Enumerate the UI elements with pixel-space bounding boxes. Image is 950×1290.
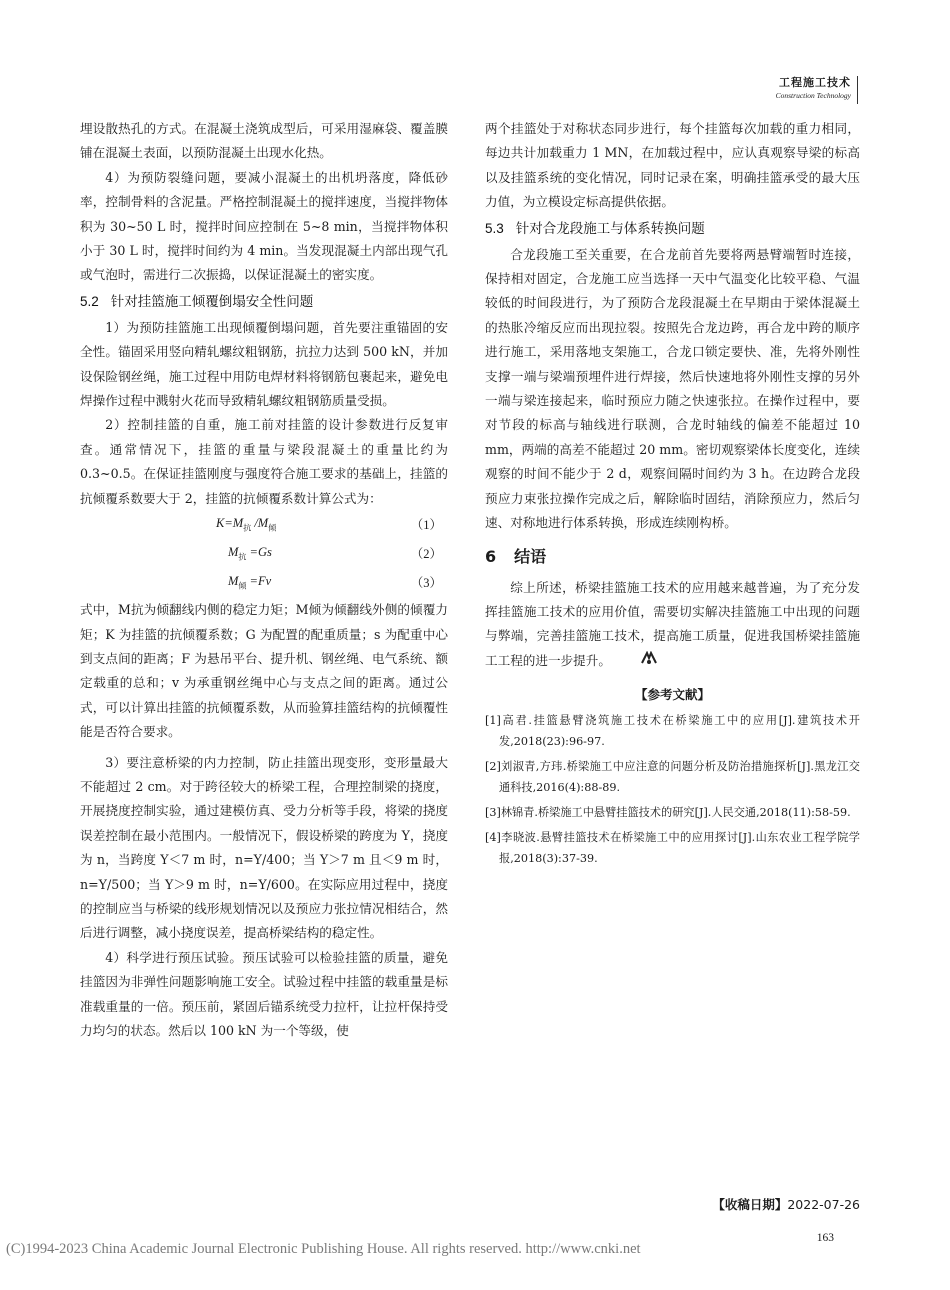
- formula-number: （2）: [410, 547, 442, 562]
- reference-item: [2]刘淑青,方玮.桥梁施工中应注意的问题分析及防治措施探析[J].黑龙江交通科技,2016(4):88-89.: [485, 760, 860, 795]
- section-title: 针对挂篮施工倾覆倒塌安全性问题: [110, 293, 314, 310]
- paragraph: 4）为预防裂缝问题，要减小混凝土的出机坍落度，降低砂率，控制骨料的含泥量。严格控制混凝土的搅拌速度，当搅拌物体积为 30~50 L 时，搅拌时间应控制在 5~8 min，当搅拌物体积小于 30 L 时，搅拌时间约为 4 min。当发现混凝土内部出现气孔或气泡时，需进行二次振捣，以保证混凝土的密实度。: [80, 169, 448, 283]
- paragraph: 式中，M抗为倾翻线内侧的稳定力矩；M倾为倾翻线外侧的倾覆力矩；K 为挂篮的抗倾覆系数；G 为配置的配重质量；s 为配重中心到支点间的距离；F 为悬吊平台、提升机、钢丝绳、电气系统、额定载重的总和；v 为承重钢丝绳中心与支点之间的距离。通过公式，可以计算出挂篮的抗倾覆系数，从而验算挂篮结构的抗倾覆性能是否符合要求。: [80, 602, 448, 740]
- received-label: 【收稿日期】: [712, 1197, 788, 1212]
- section-title: 针对合龙段施工与体系转换问题: [515, 220, 705, 237]
- journal-title-cn: 工程施工技术: [779, 76, 851, 89]
- page-number: 163: [816, 1232, 834, 1244]
- section-number: 6: [485, 546, 497, 566]
- formula-expression: $M_抗 =Gs$: [228, 544, 272, 562]
- paragraph: 2）控制挂篮的自重，施工前对挂篮的设计参数进行反复审查。通常情况下，挂篮的重量与梁段混凝土的重量比约为 0.3~0.5。在保证挂篮刚度与强度符合施工要求的基础上，挂篮的抗倾覆系数要大于 2，挂篮的抗倾覆系数计算公式为：: [80, 417, 448, 506]
- paragraph: 4）科学进行预压试验。预压试验可以检验挂篮的质量，避免挂篮因为非弹性问题影响施工安全。试验过程中挂篮的载重量是标准载重量的一倍。预压前，紧固后锚系统受力拉杆，让拉杆保持受力均匀的状态。然后以 100 kN 为一个等级，使: [80, 949, 448, 1038]
- journal-logo-icon: [615, 649, 658, 673]
- formula-2: [80, 540, 448, 569]
- received-date: [712, 1196, 860, 1214]
- references-title: 【参考文献】: [634, 687, 710, 703]
- paragraph: 埋设散热孔的方式。在混凝土浇筑成型后，可采用湿麻袋、覆盖膜铺在混凝土表面，以预防混凝土出现水化热。: [80, 121, 448, 161]
- formula-expression: $M_倾 =Fv$: [228, 573, 272, 591]
- journal-header: [668, 76, 858, 104]
- paragraph: 综上所述，桥梁挂篮施工技术的应用越来越普遍，为了充分发挥挂篮施工技术的应用价值，需要切实解决挂篮施工中出现的问题与弊端，完善挂篮施工技术，提高施工质量，促进我国桥梁挂篮施工工程的进一步提升。: [485, 576, 860, 674]
- section-title: 结语: [514, 546, 547, 566]
- formula-expression: $K=M_抗$ $/M_倾$: [216, 515, 277, 533]
- section-number: 5.3: [485, 220, 504, 236]
- section-heading-5-2: [80, 288, 448, 316]
- paragraph: 3）要注意桥梁的内力控制，防止挂篮出现变形，变形量最大不能超过 2 cm。对于跨径较大的桥梁工程，合理控制梁的挠度，开展挠度控制实验，通过建模仿真、受力分析等手段，将梁的挠度误差控制在最小范围内。一般情况下，假设桥梁的跨度为 Y，挠度为 n，当跨度 Y＜7 m 时，n=Y/400；当 Y＞7 m 且＜9 m 时，n=Y/500；当 Y＞9 m 时，n=Y/600。在实际应用过程中，挠度的控制应当与桥梁的线形规划情况以及预应力张拉情况相结合，然后进行调整，减小挠度误差，提高桥梁结构的稳定性。: [80, 754, 448, 941]
- section-heading-6: [485, 542, 860, 572]
- left-column: [80, 117, 448, 1043]
- paragraph: 合龙段施工至关重要，在合龙前首先要将两悬臂端暂时连接，保持相对固定，合龙施工应当选择一天中气温变化比较平稳、气温较低的时间段进行，为了预防合龙段混凝土在早期由于梁体混凝土的热胀冷缩反应而出现拉裂。按照先合龙边跨，再合龙中跨的顺序进行施工，采用落地支架施工，合龙口锁定要快、准，先将外刚性支撑一端与梁端预埋件进行焊接，然后快速地将外刚性支撑的另外一端与梁连接起来，临时预应力随之快速张拉。在操作过程中，要对节段的标高与轴线进行联测，合龙时轴线的偏差不能超过 10 mm，两端的高差不能超过 20 mm。密切观察梁体长度变化，连续观察的时间不能少于 2 d，观察间隔时间约为 3 h。在边跨合龙段预应力束张拉操作完成之后，解除临时固结，消除预应力，然后匀速、对称地进行体系转换，形成连续刚构桥。: [485, 246, 860, 531]
- formula-3: [80, 569, 448, 598]
- paragraph: 1）为预防挂篮施工出现倾覆倒塌问题，首先要注重锚固的安全性。锚固采用竖向精轧螺纹粗钢筋，抗拉力达到 500 kN，并加设保险钢丝绳，施工过程中用防电焊材料将钢筋包裹起来，避免电焊操作过程中溅射火花而导致精轧螺纹粗钢筋质量受损。: [80, 319, 448, 409]
- section-number: 5.2: [80, 293, 99, 309]
- journal-title-en: Construction Technology: [775, 91, 851, 100]
- formula-number: （3）: [410, 576, 442, 591]
- section-heading-5-3: [485, 215, 860, 243]
- copyright-line: (C)1994-2023 China Academic Journal Electronic Publishing House. All rights reserved. http://www.cnki.net: [6, 1241, 641, 1257]
- received-value: 2022-07-26: [787, 1197, 860, 1212]
- formula-number: （1）: [410, 518, 442, 533]
- reference-item: [4]李晓波.悬臂挂篮技术在桥梁施工中的应用探讨[J].山东农业工程学院学报,2018(3):37-39.: [485, 831, 860, 866]
- paragraph: 两个挂篮处于对称状态同步进行，每个挂篮每次加载的重力相同，每边共计加载重力 1 MN，在加载过程中，应认真观察导梁的标高以及挂篮系统的变化情况，同时记录在案，明确挂篮承受的最大压力值，为立模设定标高提供依据。: [485, 121, 860, 210]
- right-column: [485, 117, 860, 873]
- reference-item: [1]高君.挂篮悬臂浇筑施工技术在桥梁施工中的应用[J].建筑技术开发,2018(23):96-97.: [485, 714, 860, 749]
- formula-1: [80, 511, 448, 540]
- reference-item: [3]林锦青.桥梁施工中悬臂挂篮技术的研究[J].人民交通,2018(11):58-59.: [485, 806, 851, 820]
